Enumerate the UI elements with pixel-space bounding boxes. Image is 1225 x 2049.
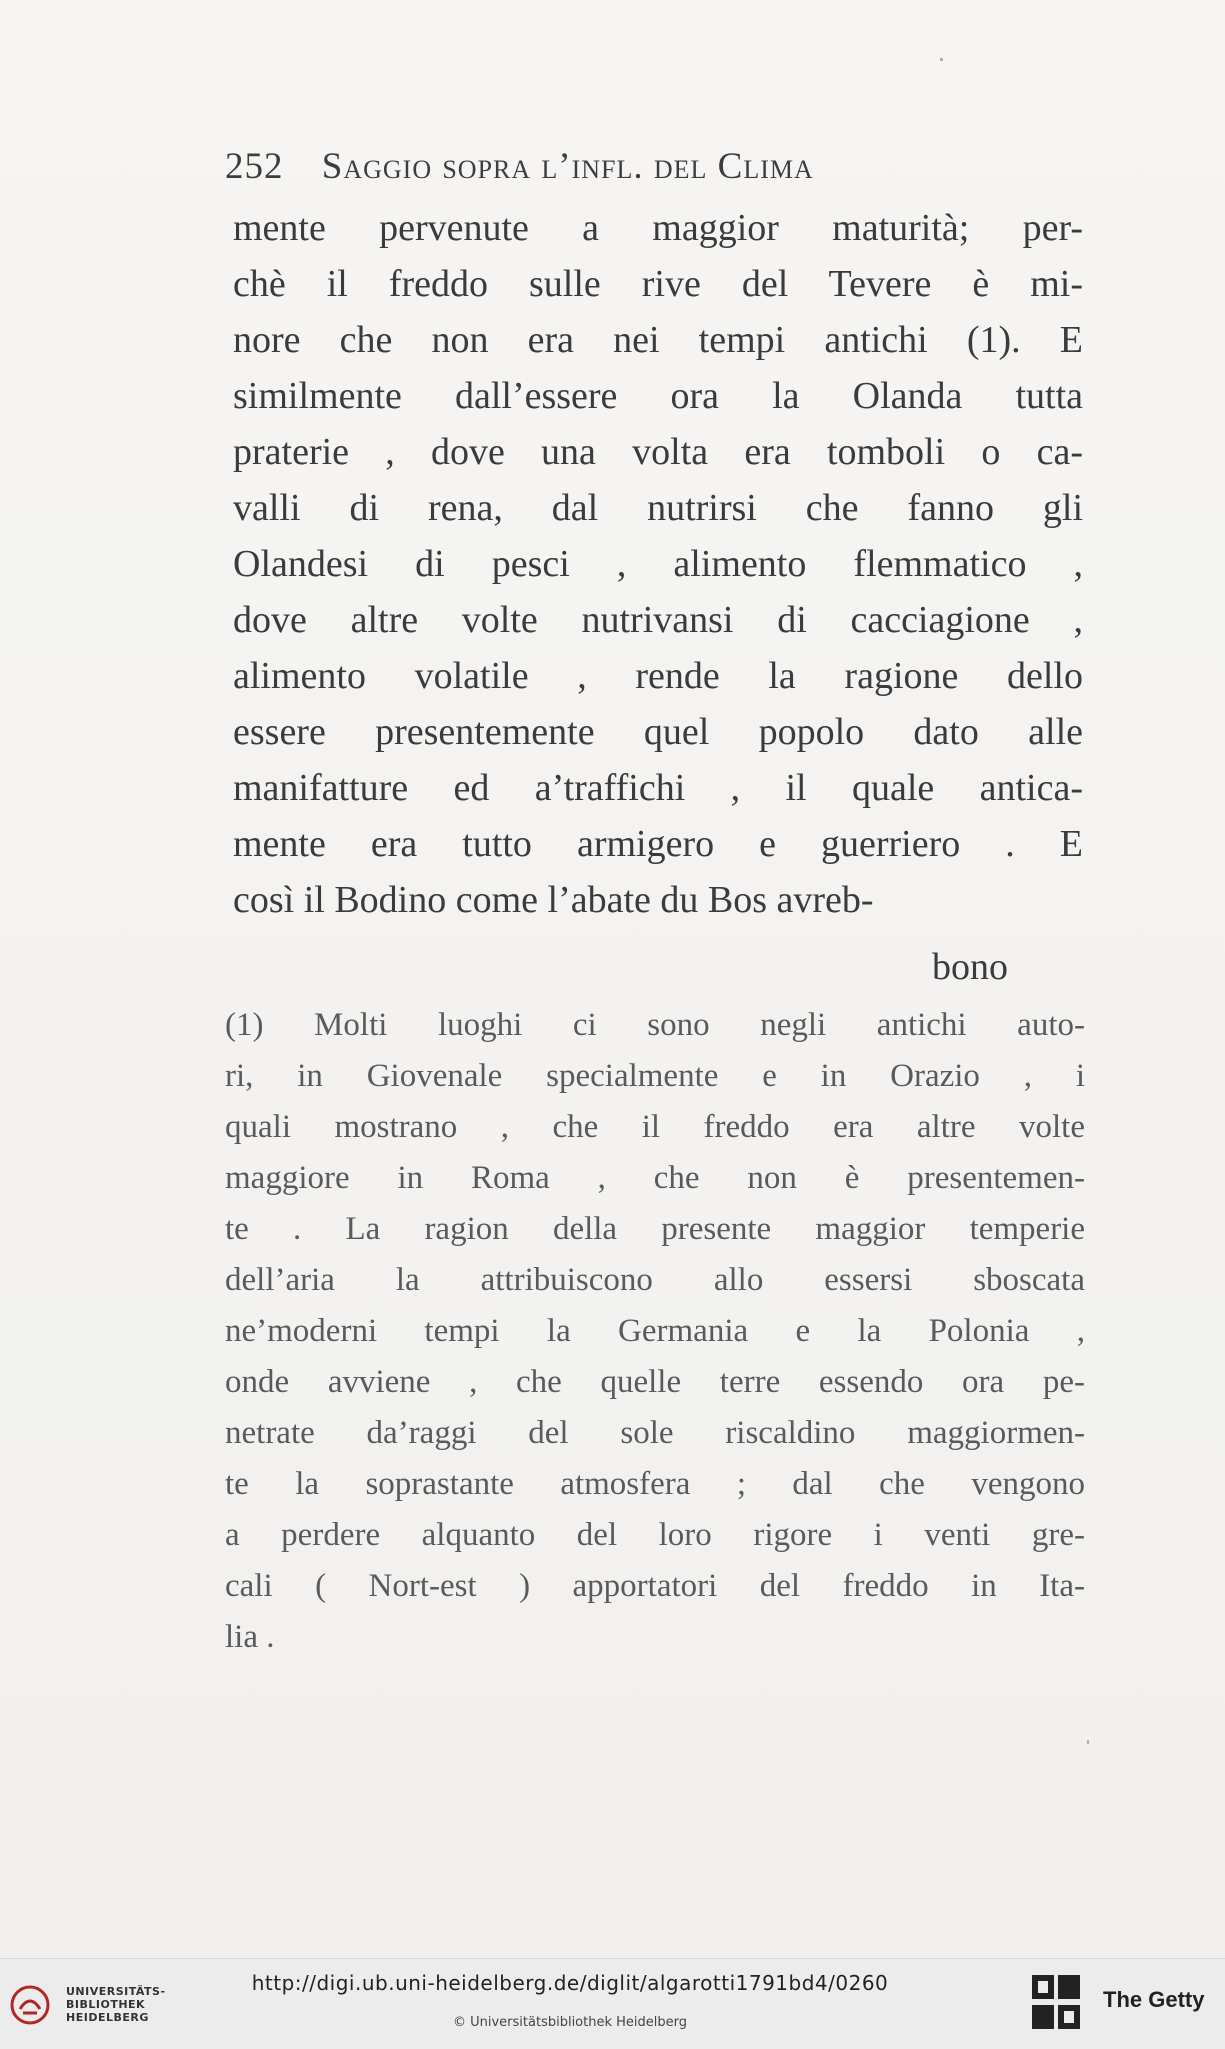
- footnote-line: (1) Molti luoghi ci sono negli antichi auto-: [225, 1007, 1085, 1043]
- permalink-url[interactable]: http://digi.ub.uni-heidelberg.de/diglit/algarotti1791bd4/0260: [251, 1971, 889, 1995]
- footnote-line: ne’moderni tempi la Germania e la Polonia ,: [225, 1313, 1085, 1349]
- footnote-line: ri, in Giovenale specialmente e in Orazio , i: [225, 1058, 1085, 1094]
- footnote: [225, 1000, 1085, 1663]
- text-line: praterie , dove una volta era tomboli o ca-: [233, 431, 1083, 473]
- footnote-line: maggiore in Roma , che non è presentemen-: [225, 1160, 1085, 1196]
- text-line: similmente dall’essere ora la Olanda tutta: [233, 375, 1083, 417]
- footer-bar: [0, 1958, 1225, 2049]
- paper-speck: [1087, 1740, 1089, 1744]
- text-line: nore che non era nei tempi antichi (1). E: [233, 319, 1083, 361]
- partner-name[interactable]: The Getty: [1103, 1987, 1205, 2012]
- text-line: dove altre volte nutrivansi di cacciagione ,: [233, 599, 1083, 641]
- footnote-line: quali mostrano , che il freddo era altre volte: [225, 1109, 1085, 1145]
- text-line: valli di rena, dal nutrirsi che fanno gli: [233, 487, 1083, 529]
- text-line: alimento volatile , rende la ragione dello: [233, 655, 1083, 697]
- library-name: UNIVERSITÄTS- BIBLIOTHEK HEIDELBERG: [66, 1985, 166, 2024]
- footnote-line: te la soprastante atmosfera ; dal che vengono: [225, 1466, 1085, 1502]
- footnote-line: dell’aria la attribuiscono allo essersi sboscata: [225, 1262, 1085, 1298]
- page-number: 252: [225, 146, 284, 187]
- copyright-notice: © Universitätsbibliothek Heidelberg: [452, 2015, 687, 2030]
- footnote-line: onde avviene , che quelle terre essendo ora pe-: [225, 1364, 1085, 1400]
- text-line: essere presentemente quel popolo dato alle: [233, 711, 1083, 753]
- footnote-line: cali ( Nort-est ) apportatori del freddo in Ita-: [225, 1568, 1085, 1604]
- text-line: così il Bodino come l’abate du Bos avreb-: [233, 879, 874, 921]
- paper-speck: [940, 58, 943, 61]
- footnote-line: netrate da’raggi del sole riscaldino maggiormen-: [225, 1415, 1085, 1451]
- main-text: [233, 200, 1083, 928]
- library-logo[interactable]: [10, 1981, 180, 2031]
- running-title: Saggio sopra l’infl. del Clima: [321, 146, 814, 187]
- running-header: [225, 145, 1015, 188]
- catchword: bono: [932, 946, 1008, 988]
- text-line: manifatture ed a’traffichi , il quale antica-: [233, 767, 1083, 809]
- footnote-line: a perdere alquanto del loro rigore i venti gre-: [225, 1517, 1085, 1553]
- text-line: chè il freddo sulle rive del Tevere è mi-: [233, 263, 1083, 305]
- text-line: mente pervenute a maggior maturità; per-: [233, 207, 1083, 249]
- footnote-line: lia .: [225, 1619, 275, 1655]
- text-line: mente era tutto armigero e guerriero . E: [233, 823, 1083, 865]
- text-line: Olandesi di pesci , alimento flemmatico ,: [233, 543, 1083, 585]
- footnote-line: te . La ragion della presente maggior temperie: [225, 1211, 1085, 1247]
- library-emblem-icon: [10, 1985, 54, 2025]
- getty-logo-icon: [1030, 1973, 1082, 2033]
